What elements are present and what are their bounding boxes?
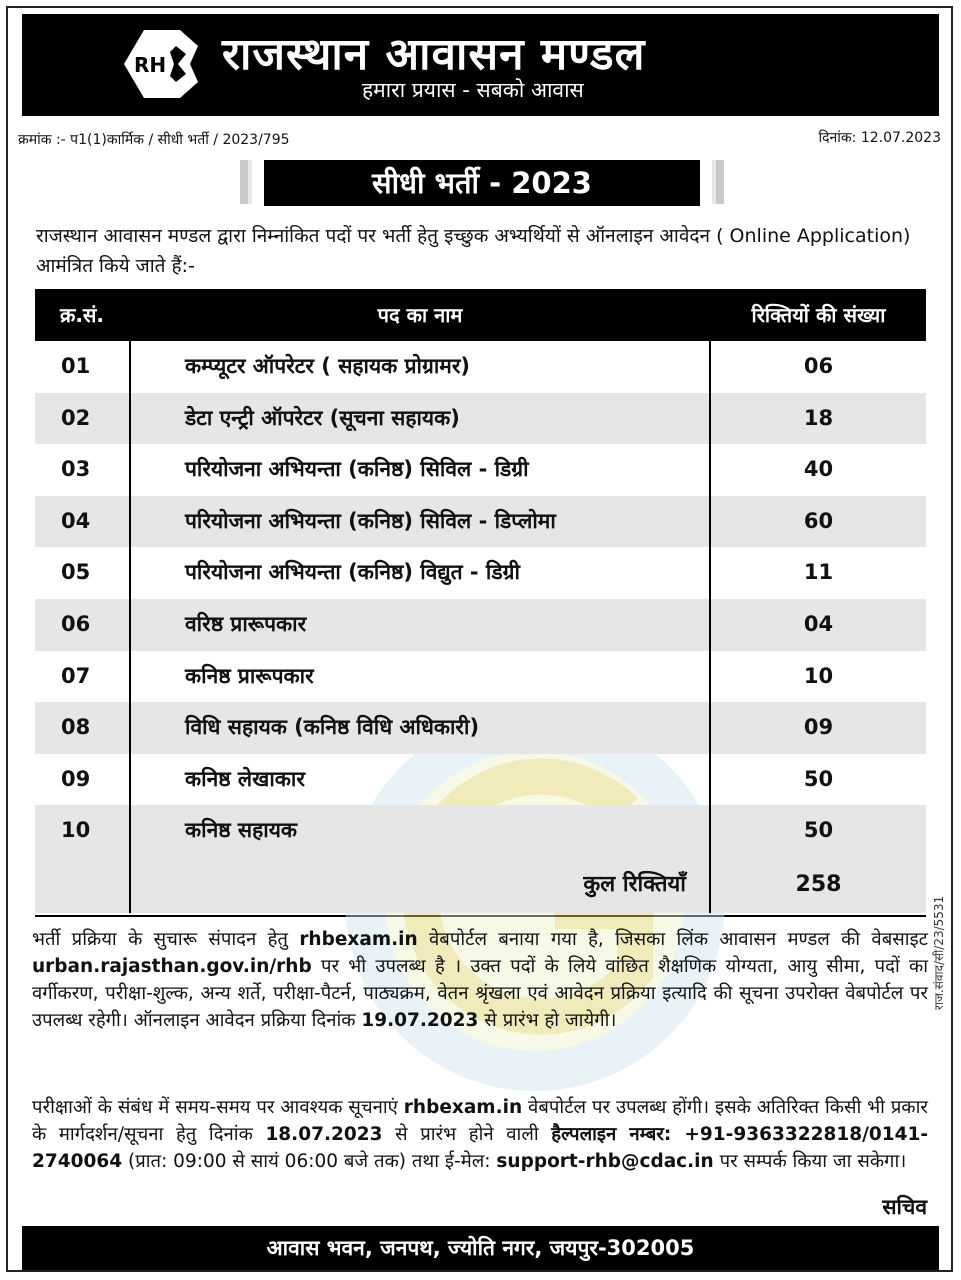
contact-paragraph: परीक्षाओं के संबंध में समय-समय पर आवश्यक सूचनाएं rhbexam.in वेबपोर्टल पर उपलब्ध होंगी। इसके अतिरिक्त किसी भी प्रकार के मार्गदर्शन/सूचना हेतु दिनांक 18.07.2023 से प्रारंभ होने वाली हैल्पलाइन नम्बर: +91-9363322818/0141-2740064 (प्रात: 09:00 से सायं 06:00 बजे तक) तथा ई-मेल: support-rhb@cdac.in पर सम्पर्क किया जा सकेगा। xyxy=(32,1097,928,1172)
serial-cell: 05 xyxy=(61,560,91,585)
count-cell: 60 xyxy=(803,508,834,533)
notice-title: सीधी भर्ती - 2023 xyxy=(264,160,700,206)
serial-cell: 01 xyxy=(61,354,91,378)
org-name: राजस्थान आवासन मण्डल xyxy=(222,29,646,80)
helpline-number: हैल्पलाइन नम्बर: +91-9363322818/0141-2740064 xyxy=(32,1124,928,1172)
portal-link[interactable]: rhbexam.in xyxy=(299,929,418,950)
count-cell: 18 xyxy=(803,405,834,430)
count-cell: 50 xyxy=(803,766,834,791)
footer-address: आवास भवन, जनपथ, ज्योति नगर, जयपुर-302005 xyxy=(22,1226,939,1270)
post-cell: विधि सहायक (कनिष्ठ विधि अधिकारी) xyxy=(185,715,480,740)
post-cell: कनिष्ठ सहायक xyxy=(185,818,297,843)
serial-cell: 07 xyxy=(61,663,91,688)
tagline: हमारा प्रयास - सबको आवास xyxy=(362,78,584,102)
logo-text: RH xyxy=(134,53,167,77)
title-bar-left xyxy=(240,160,252,204)
count-cell: 04 xyxy=(803,611,834,636)
serial-cell: 02 xyxy=(61,405,91,430)
post-cell: परियोजना अभियन्ता (कनिष्ठ) विद्युत - डिग्री xyxy=(185,560,520,585)
title-block xyxy=(240,160,724,206)
signature: सचिव xyxy=(882,1195,927,1219)
table-row xyxy=(35,547,926,599)
side-code: राज.संवाद/सी/23/5531 xyxy=(932,895,946,1010)
serial-cell: 08 xyxy=(61,715,91,740)
start-date: 19.07.2023 xyxy=(361,1010,479,1031)
total-value: 258 xyxy=(795,872,842,897)
email-link[interactable]: support-rhb@cdac.in xyxy=(496,1151,714,1172)
helpline-date: 18.07.2023 xyxy=(265,1124,383,1145)
post-cell: वरिष्ठ प्रारूपकार xyxy=(185,611,307,636)
issue-date: दिनांक: 12.07.2023 xyxy=(818,130,941,146)
table-row xyxy=(35,393,926,445)
table-row xyxy=(35,496,926,548)
serial-cell: 09 xyxy=(61,766,91,791)
website-link[interactable]: urban.rajasthan.gov.in/rhb xyxy=(32,956,312,977)
post-cell: कम्प्यूटर ऑपरेटर ( सहायक प्रोग्रामर) xyxy=(185,354,471,378)
rhb-logo-icon xyxy=(120,24,212,104)
count-cell: 10 xyxy=(803,663,834,688)
column-divider xyxy=(129,341,131,913)
process-paragraph: भर्ती प्रक्रिया के सुचारू संपादन हेतु rhbexam.in वेबपोर्टल बनाया गया है, जिसका लिंक आवासन मण्डल की वेबसाइट urban.rajasthan.gov.in/rhb पर भी उपलब्ध है । उक्त पदों के लिये वांछित शैक्षणिक योग्यता, आयु सीमा, पदों का वर्गीकरण, परीक्षा-शुल्क, अन्य शर्ते, परीक्षा-पैटर्न, पाठ्यक्रम, वेतन श्रृंखला एवं आवेदन प्रक्रिया इत्यादि की सूचना उपरोक्त वेबपोर्टल पर उपलब्ध रहेगी। ऑनलाइन आवेदन प्रक्रिया दिनांक 19.07.2023 से प्रारंभ हो जायेगी। xyxy=(32,929,928,1031)
table-row xyxy=(35,444,926,496)
header-count: रिक्तियों की संख्या xyxy=(751,303,886,327)
total-label: कुल रिक्तियाँ xyxy=(583,872,686,897)
serial-cell: 06 xyxy=(61,611,91,636)
count-cell: 11 xyxy=(803,560,834,585)
serial-cell: 04 xyxy=(61,508,91,533)
table-row xyxy=(35,651,926,703)
table-body xyxy=(35,341,926,857)
table-row xyxy=(35,341,926,393)
post-cell: परियोजना अभियन्ता (कनिष्ठ) सिविल - डिप्लोमा xyxy=(185,508,556,533)
count-cell: 09 xyxy=(803,715,834,740)
post-cell: डेटा एन्ट्री ऑपरेटर (सूचना सहायक) xyxy=(185,405,460,430)
header-serial: क्र.सं. xyxy=(59,303,105,327)
serial-cell: 10 xyxy=(61,818,91,843)
table-row xyxy=(35,599,926,651)
count-cell: 50 xyxy=(803,818,834,843)
portal-link[interactable]: rhbexam.in xyxy=(403,1097,523,1118)
post-cell: कनिष्ठ प्रारूपकार xyxy=(185,663,314,688)
count-cell: 40 xyxy=(803,457,834,482)
title-bar-right xyxy=(712,160,724,204)
header-banner xyxy=(22,14,939,116)
post-cell: परियोजना अभियन्ता (कनिष्ठ) सिविल - डिग्री xyxy=(185,457,529,482)
column-divider xyxy=(709,341,711,913)
vacancy-table xyxy=(35,289,926,917)
count-cell: 06 xyxy=(803,354,834,378)
post-cell: कनिष्ठ लेखाकार xyxy=(185,766,305,791)
table-row xyxy=(35,702,926,754)
intro-text: राजस्थान आवासन मण्डल द्वारा निम्नांकित पदों पर भर्ती हेतु इच्छुक अभ्यर्थियों से ऑनलाइन आवेदन ( Online Application) आमंत्रित किये जाते हैं:- xyxy=(36,225,911,277)
reference-number: क्रमांक :- प1(1)कार्मिक / सीधी भर्ती / 2023/795 xyxy=(18,132,290,148)
header-post: पद का नाम xyxy=(377,303,463,327)
total-row xyxy=(35,857,926,913)
table-row xyxy=(35,754,926,806)
table-row xyxy=(35,805,926,857)
serial-cell: 03 xyxy=(61,457,91,482)
table-header xyxy=(35,291,926,341)
